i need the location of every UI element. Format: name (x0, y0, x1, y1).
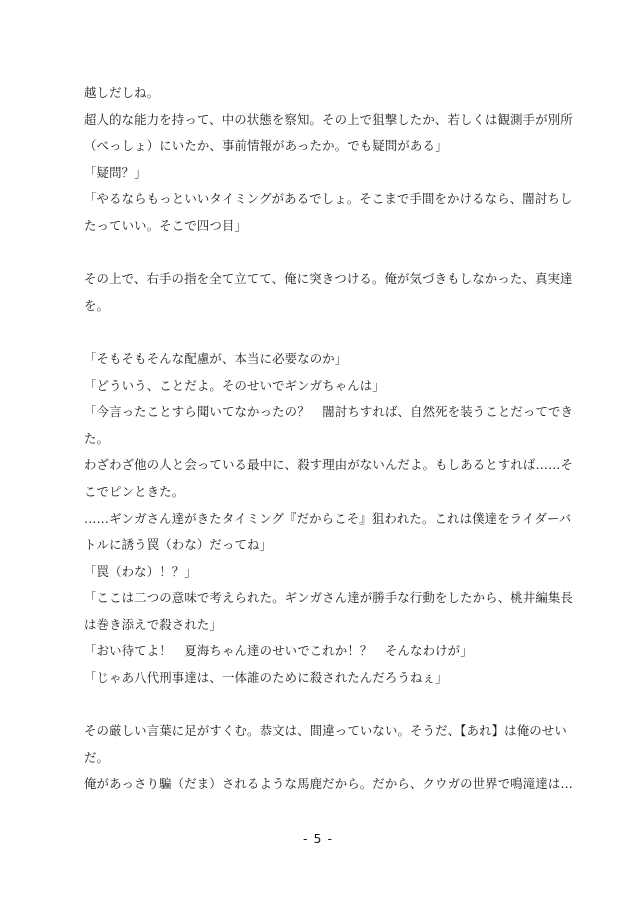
page-number: - 5 - (303, 831, 333, 846)
text-line: 俺があっさり騙（だま）されるような馬鹿だから。だから、クウガの世界で鳴滝達は… (84, 776, 573, 792)
text-line: 「疑問？」 (84, 164, 147, 180)
text-line: その厳しい言葉に足がすくむ。恭文は、間違っていない。そうだ、【あれ】は俺のせい (84, 723, 567, 739)
text-line: たっていい。そこで四つ目」 (84, 217, 248, 233)
text-line: （べっしょ）にいたか、事前情報があったか。でも疑問がある」 (84, 138, 448, 154)
blank-line (84, 240, 564, 267)
text-line: ……ギンガさん達がきたタイミング『だからこそ』狙われた。これは僕達をライダーバ (84, 510, 572, 526)
text-line: だ。 (84, 749, 110, 765)
text-line: は巻き添えで殺された」 (84, 616, 222, 632)
blank-line (84, 692, 564, 719)
text-line: 「どういう、ことだよ。そのせいでギンガちゃんは」 (84, 377, 385, 393)
text-line: 「ここは二つの意味で考えられた。ギンガさん達が勝手な行動をしたから、桃井編集長 (84, 590, 573, 606)
text-line: 「罠（わな）！？」 (84, 563, 197, 579)
text-line: トルに誘う罠（わな）だってね」 (84, 537, 273, 553)
text-line: 「やるならもっといいタイミングがあるでしょ。そこまで手間をかけるなら、闇討ちし (84, 191, 573, 207)
text-line: 「じゃあ八代刑事達は、一体誰のために殺されたんだろうねぇ」 (84, 670, 448, 686)
text-line: 越しだしね。 (84, 85, 160, 100)
text-line: こでピンときた。 (84, 483, 185, 499)
text-line: 「そもそもそんな配慮が、本当に必要なのか」 (84, 350, 348, 366)
text-line: 「おい待てよ！ 夏海ちゃん達のせいでこれか！？ そんなわけが」 (84, 643, 473, 659)
text-line: た。 (84, 430, 110, 446)
body-text (84, 80, 574, 798)
text-line: 「今言ったことすら聞いてなかったの？ 闇討ちすれば、自然死を装うことだってでき (84, 404, 574, 420)
text-line: を。 (84, 297, 110, 313)
text-line: わざわざ他の人と会っている最中に、殺す理由がないんだよ。もしあるとすれば……そ (84, 457, 574, 473)
text-line: その上で、右手の指を全て立てて、俺に突きつける。俺が気づきもしなかった、真実達 (84, 271, 573, 287)
blank-line (84, 319, 564, 346)
text-line: 超人的な能力を持って、中の状態を察知。その上で狙撃したか、若しくは観測手が別所 (84, 111, 573, 127)
